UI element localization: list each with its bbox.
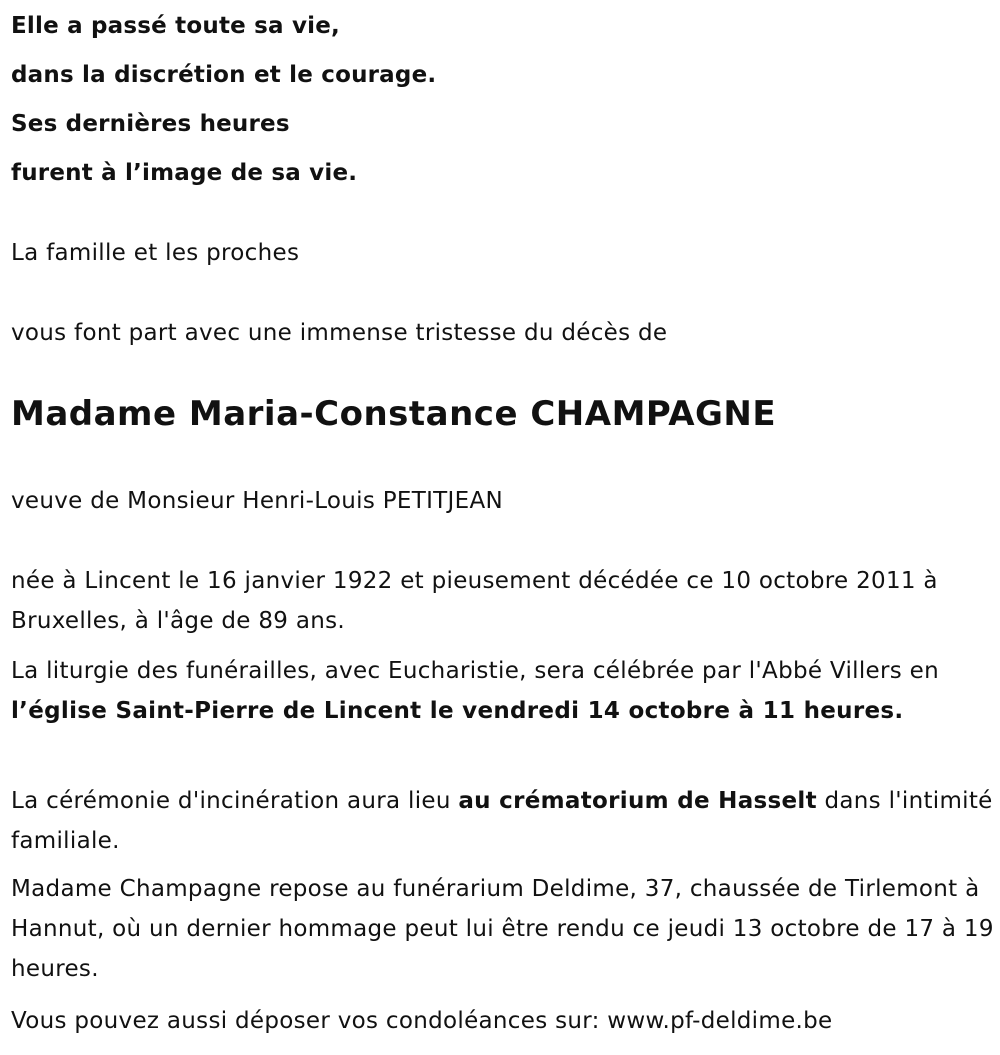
deceased-name: Madame Maria-Constance CHAMPAGNE — [11, 394, 777, 434]
cremation-text: La cérémonie d'incinération aura lieu — [11, 788, 459, 814]
poem-line-2: dans la discrétion et le courage. — [11, 62, 437, 88]
family-line: La famille et les proches — [11, 240, 300, 266]
poem-line-1: Elle a passé toute sa vie, — [11, 13, 340, 39]
cremation-paragraph — [11, 781, 996, 861]
poem-line-4: furent à l’image de sa vie. — [11, 160, 358, 186]
birth-death-paragraph: née à Lincent le 16 janvier 1922 et pieusement décédée ce 10 octobre 2011 à Bruxelles, à l'âge de 89 ans. — [11, 568, 938, 634]
cremation-location: au crématorium de Hasselt — [458, 788, 817, 814]
liturgy-location-time: l’église Saint-Pierre de Lincent le vendredi 14 octobre à 11 heures. — [11, 698, 904, 724]
liturgy-text: La liturgie des funérailles, avec Eucharistie, sera célébrée par l'Abbé Villers en — [11, 658, 939, 684]
condolences-line: Vous pouvez aussi déposer vos condoléances sur: www.pf-deldime.be — [11, 1008, 833, 1034]
widow-of-line: veuve de Monsieur Henri-Louis PETITJEAN — [11, 488, 503, 514]
announcement-line: vous font part avec une immense tristesse du décès de — [11, 320, 668, 346]
cremation-suffix: dans l'intimité familiale. — [11, 788, 993, 854]
poem-line-3: Ses dernières heures — [11, 111, 290, 137]
liturgy-paragraph — [11, 651, 996, 731]
funerarium-paragraph: Madame Champagne repose au funérarium Deldime, 37, chaussée de Tirlemont à Hannut, où un dernier hommage peut lui être rendu ce jeudi 13 octobre de 17 à 19 heures. — [11, 876, 994, 982]
